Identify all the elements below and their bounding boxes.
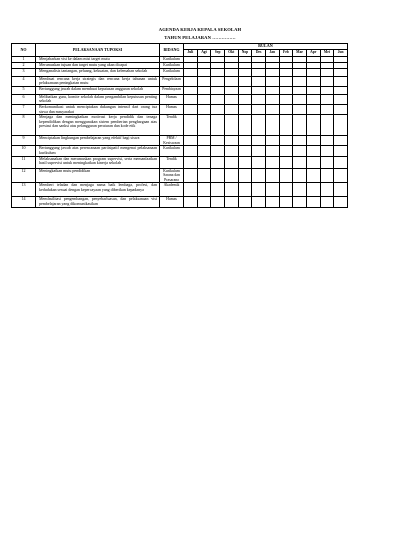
month-cell[interactable] — [306, 104, 320, 114]
month-cell[interactable] — [334, 104, 348, 114]
month-cell[interactable] — [334, 197, 348, 207]
month-cell[interactable] — [238, 168, 252, 183]
month-cell[interactable] — [211, 76, 225, 86]
month-cell[interactable] — [238, 197, 252, 207]
month-cell[interactable] — [293, 146, 307, 156]
bidang-cell: Humas — [160, 94, 184, 104]
month-cell[interactable] — [265, 68, 279, 76]
month-cell[interactable] — [211, 183, 225, 197]
month-cell[interactable] — [238, 86, 252, 94]
bidang-cell: Pembiayaan — [160, 86, 184, 94]
month-cell[interactable] — [238, 156, 252, 168]
month-cell[interactable] — [293, 94, 307, 104]
month-cell[interactable] — [306, 115, 320, 136]
task-cell: Menciptakan lingkungan pembelajaran yang efektif bagi siswa — [36, 136, 160, 146]
month-cell[interactable] — [197, 197, 211, 207]
month-cell[interactable] — [197, 136, 211, 146]
month-cell[interactable] — [184, 146, 198, 156]
month-cell[interactable] — [252, 183, 266, 197]
month-cell[interactable] — [320, 115, 334, 136]
table-row — [12, 115, 348, 136]
month-header: Jun — [334, 49, 348, 56]
month-cell[interactable] — [238, 136, 252, 146]
month-cell[interactable] — [306, 94, 320, 104]
task-cell: Melaksanakan dan merumuskan program supervisi, serta memanfaatkan hasil supervisi untuk meningkatkan kinerja sekolah — [36, 156, 160, 168]
month-cell[interactable] — [238, 146, 252, 156]
bidang-cell: Tendik — [160, 115, 184, 136]
month-cell[interactable] — [279, 94, 293, 104]
month-cell[interactable] — [224, 115, 238, 136]
month-cell[interactable] — [252, 76, 266, 86]
month-cell[interactable] — [334, 183, 348, 197]
month-cell[interactable] — [334, 76, 348, 86]
month-cell[interactable] — [306, 86, 320, 94]
month-cell[interactable] — [320, 68, 334, 76]
month-cell[interactable] — [293, 104, 307, 114]
month-cell[interactable] — [252, 86, 266, 94]
document-subtitle: TAHUN PELAJARAN …………… — [164, 35, 236, 40]
month-cell[interactable] — [184, 156, 198, 168]
month-cell[interactable] — [279, 168, 293, 183]
task-cell: Menganalisis tantangan, peluang, kekuatan, dan kelemahan sekolah — [36, 68, 160, 76]
month-cell[interactable] — [320, 156, 334, 168]
month-cell[interactable] — [197, 76, 211, 86]
month-cell[interactable] — [306, 146, 320, 156]
month-cell[interactable] — [211, 146, 225, 156]
month-cell[interactable] — [306, 136, 320, 146]
month-cell[interactable] — [211, 136, 225, 146]
task-cell: Melibatkan guru, komite sekolah dalam pengambilan keputusan penting sekolah — [36, 94, 160, 104]
month-cell[interactable] — [279, 183, 293, 197]
task-cell: Membuat rencana kerja strategis dan rencana kerja tahunan untuk pelaksanaan peningkatan mutu — [36, 76, 160, 86]
month-cell[interactable] — [306, 76, 320, 86]
month-cell[interactable] — [184, 94, 198, 104]
month-cell[interactable] — [224, 76, 238, 86]
month-cell[interactable] — [279, 136, 293, 146]
month-cell[interactable] — [265, 94, 279, 104]
month-cell[interactable] — [238, 76, 252, 86]
month-cell[interactable] — [293, 197, 307, 207]
month-cell[interactable] — [252, 115, 266, 136]
month-cell[interactable] — [320, 94, 334, 104]
table-row — [12, 136, 348, 146]
month-cell[interactable] — [224, 197, 238, 207]
bidang-cell: Akademik — [160, 183, 184, 197]
month-header: Jan — [265, 49, 279, 56]
bidang-cell: Kurikulum — [160, 146, 184, 156]
month-cell[interactable] — [211, 156, 225, 168]
row-number: 11 — [12, 156, 36, 168]
month-cell[interactable] — [320, 168, 334, 183]
month-cell[interactable] — [334, 86, 348, 94]
table-row — [12, 68, 348, 76]
row-number: 10 — [12, 146, 36, 156]
month-cell[interactable] — [211, 86, 225, 94]
month-cell[interactable] — [334, 68, 348, 76]
month-cell[interactable] — [197, 156, 211, 168]
month-header: Des — [252, 49, 266, 56]
table-row — [12, 168, 348, 183]
month-cell[interactable] — [265, 156, 279, 168]
month-header: Okt — [224, 49, 238, 56]
month-cell[interactable] — [184, 197, 198, 207]
month-cell[interactable] — [211, 68, 225, 76]
month-cell[interactable] — [224, 156, 238, 168]
bidang-cell: Kurikulum Sarana dan Prasarana — [160, 168, 184, 183]
month-cell[interactable] — [252, 146, 266, 156]
month-cell[interactable] — [252, 104, 266, 114]
month-cell[interactable] — [238, 183, 252, 197]
task-cell: Menjaga dan meningkatkan motivasi kerja pendidik dan tenaga kependidikan dengan menggunakan sistem pemberian penghargaan atas prestasi dan sanksi atas pelanggaran peraturan dan kode etik — [36, 115, 160, 136]
month-cell[interactable] — [265, 183, 279, 197]
month-cell[interactable] — [306, 68, 320, 76]
month-cell[interactable] — [211, 168, 225, 183]
month-cell[interactable] — [211, 104, 225, 114]
row-number: 12 — [12, 168, 36, 183]
month-cell[interactable] — [334, 168, 348, 183]
month-cell[interactable] — [197, 183, 211, 197]
month-header: Nop — [238, 49, 252, 56]
table-body — [12, 56, 348, 207]
task-cell: Menjabarkan visi ke dalam misi target mutu — [36, 56, 160, 62]
bidang-cell: Tendik — [160, 156, 184, 168]
month-cell[interactable] — [197, 86, 211, 94]
month-cell[interactable] — [224, 146, 238, 156]
month-cell[interactable] — [197, 104, 211, 114]
month-cell[interactable] — [211, 94, 225, 104]
task-cell: Merumuskan tujuan dan target mutu yang akan dicapai — [36, 62, 160, 68]
month-cell[interactable] — [265, 86, 279, 94]
month-cell[interactable] — [224, 104, 238, 114]
row-number: 2 — [12, 62, 36, 68]
month-cell[interactable] — [334, 115, 348, 136]
bidang-cell: Kurikulum — [160, 68, 184, 76]
row-number: 14 — [12, 197, 36, 207]
month-header: Agt — [197, 49, 211, 56]
month-cell[interactable] — [238, 94, 252, 104]
month-cell[interactable] — [197, 146, 211, 156]
month-cell[interactable] — [306, 156, 320, 168]
month-cell[interactable] — [293, 183, 307, 197]
task-cell: Bertanggung jawab atas perencanaan partisipatif mengenai pelaksanaan kurikulum — [36, 146, 160, 156]
task-cell: Meningkatkan mutu pendidikan — [36, 168, 160, 183]
month-cell[interactable] — [279, 197, 293, 207]
table-row — [12, 146, 348, 156]
row-number: 4 — [12, 76, 36, 86]
month-cell[interactable] — [184, 104, 198, 114]
month-cell[interactable] — [265, 76, 279, 86]
month-header: Mei — [320, 49, 334, 56]
document-title: AGENDA KERJA KEPALA SEKOLAH — [158, 27, 242, 32]
month-cell[interactable] — [224, 136, 238, 146]
month-cell[interactable] — [252, 136, 266, 146]
month-cell[interactable] — [293, 86, 307, 94]
month-cell[interactable] — [279, 68, 293, 76]
bidang-cell: Kurikulum — [160, 56, 184, 62]
bidang-cell: Kurikulum — [160, 62, 184, 68]
month-cell[interactable] — [320, 76, 334, 86]
header-bulan: BULAN — [184, 44, 348, 50]
bidang-cell: Humas — [160, 197, 184, 207]
month-cell[interactable] — [320, 86, 334, 94]
row-number: 9 — [12, 136, 36, 146]
task-cell: Memfasilitasi pengembangan, penyebarluasan, dan pelaksanaan visi pembelajaran yang dikomunikasikan — [36, 197, 160, 207]
month-cell[interactable] — [252, 156, 266, 168]
month-cell[interactable] — [293, 115, 307, 136]
header-bidang: BIDANG — [160, 44, 184, 57]
month-cell[interactable] — [293, 76, 307, 86]
month-cell[interactable] — [265, 104, 279, 114]
month-cell[interactable] — [265, 136, 279, 146]
table-row — [12, 197, 348, 207]
month-header: Mar — [293, 49, 307, 56]
row-number: 8 — [12, 115, 36, 136]
month-cell[interactable] — [184, 168, 198, 183]
table-row — [12, 104, 348, 114]
task-cell: Berkomunikasi untuk menciptakan dukungan intensif dari orang tua siswa dan masyarakat — [36, 104, 160, 114]
month-cell[interactable] — [197, 68, 211, 76]
month-cell[interactable] — [211, 115, 225, 136]
month-cell[interactable] — [252, 197, 266, 207]
month-cell[interactable] — [279, 115, 293, 136]
month-cell[interactable] — [320, 146, 334, 156]
month-header: Sep — [211, 49, 225, 56]
month-cell[interactable] — [279, 104, 293, 114]
month-cell[interactable] — [293, 168, 307, 183]
month-cell[interactable] — [265, 168, 279, 183]
month-header: Juli — [184, 49, 198, 56]
month-cell[interactable] — [224, 86, 238, 94]
table-row — [12, 94, 348, 104]
month-cell[interactable] — [334, 146, 348, 156]
month-cell[interactable] — [320, 136, 334, 146]
row-number: 3 — [12, 68, 36, 76]
month-cell[interactable] — [320, 197, 334, 207]
month-cell[interactable] — [224, 183, 238, 197]
month-cell[interactable] — [265, 115, 279, 136]
row-number: 5 — [12, 86, 36, 94]
month-cell[interactable] — [252, 168, 266, 183]
month-cell[interactable] — [334, 136, 348, 146]
row-number: 1 — [12, 56, 36, 62]
table-row — [12, 86, 348, 94]
month-cell[interactable] — [306, 168, 320, 183]
task-cell: Memberi teladan dan menjaga nama baik lembaga, profesi, dan kedudukan sesuai dengan kepercayaan yang diberikan kepadanya — [36, 183, 160, 197]
month-cell[interactable] — [265, 197, 279, 207]
month-cell[interactable] — [320, 183, 334, 197]
month-cell[interactable] — [184, 76, 198, 86]
task-cell: Bertanggung jawab dalam membuat keputusan anggaran sekolah — [36, 86, 160, 94]
month-cell[interactable] — [224, 68, 238, 76]
table-row — [12, 156, 348, 168]
month-cell[interactable] — [293, 68, 307, 76]
bidang-cell: Humas — [160, 104, 184, 114]
month-cell[interactable] — [184, 115, 198, 136]
month-cell[interactable] — [197, 115, 211, 136]
header-no: NO — [12, 44, 36, 57]
month-cell[interactable] — [279, 156, 293, 168]
row-number: 7 — [12, 104, 36, 114]
month-cell[interactable] — [334, 94, 348, 104]
month-cell[interactable] — [320, 104, 334, 114]
month-cell[interactable] — [279, 146, 293, 156]
month-cell[interactable] — [197, 94, 211, 104]
header-task: PELAKSANAAN TUPOKSI — [36, 44, 160, 57]
month-cell[interactable] — [306, 183, 320, 197]
month-header: Apr — [306, 49, 320, 56]
month-cell[interactable] — [252, 94, 266, 104]
month-cell[interactable] — [238, 68, 252, 76]
month-cell[interactable] — [279, 76, 293, 86]
month-cell[interactable] — [279, 86, 293, 94]
month-cell[interactable] — [306, 197, 320, 207]
month-cell[interactable] — [224, 94, 238, 104]
month-header: Feb — [279, 49, 293, 56]
month-cell[interactable] — [238, 115, 252, 136]
table-row — [12, 76, 348, 86]
month-cell[interactable] — [265, 146, 279, 156]
month-cell[interactable] — [197, 168, 211, 183]
month-cell[interactable] — [184, 136, 198, 146]
bidang-cell: PBM / Kesiswaan — [160, 136, 184, 146]
bidang-cell: Pengelolaan — [160, 76, 184, 86]
month-cell[interactable] — [293, 156, 307, 168]
month-cell[interactable] — [224, 168, 238, 183]
agenda-table — [11, 43, 348, 208]
row-number: 13 — [12, 183, 36, 197]
month-cell[interactable] — [334, 156, 348, 168]
month-cell[interactable] — [293, 136, 307, 146]
table-row — [12, 183, 348, 197]
month-cell[interactable] — [252, 68, 266, 76]
month-cell[interactable] — [238, 104, 252, 114]
month-cell[interactable] — [211, 197, 225, 207]
month-cell[interactable] — [184, 68, 198, 76]
month-cell[interactable] — [184, 183, 198, 197]
row-number: 6 — [12, 94, 36, 104]
month-cell[interactable] — [184, 86, 198, 94]
